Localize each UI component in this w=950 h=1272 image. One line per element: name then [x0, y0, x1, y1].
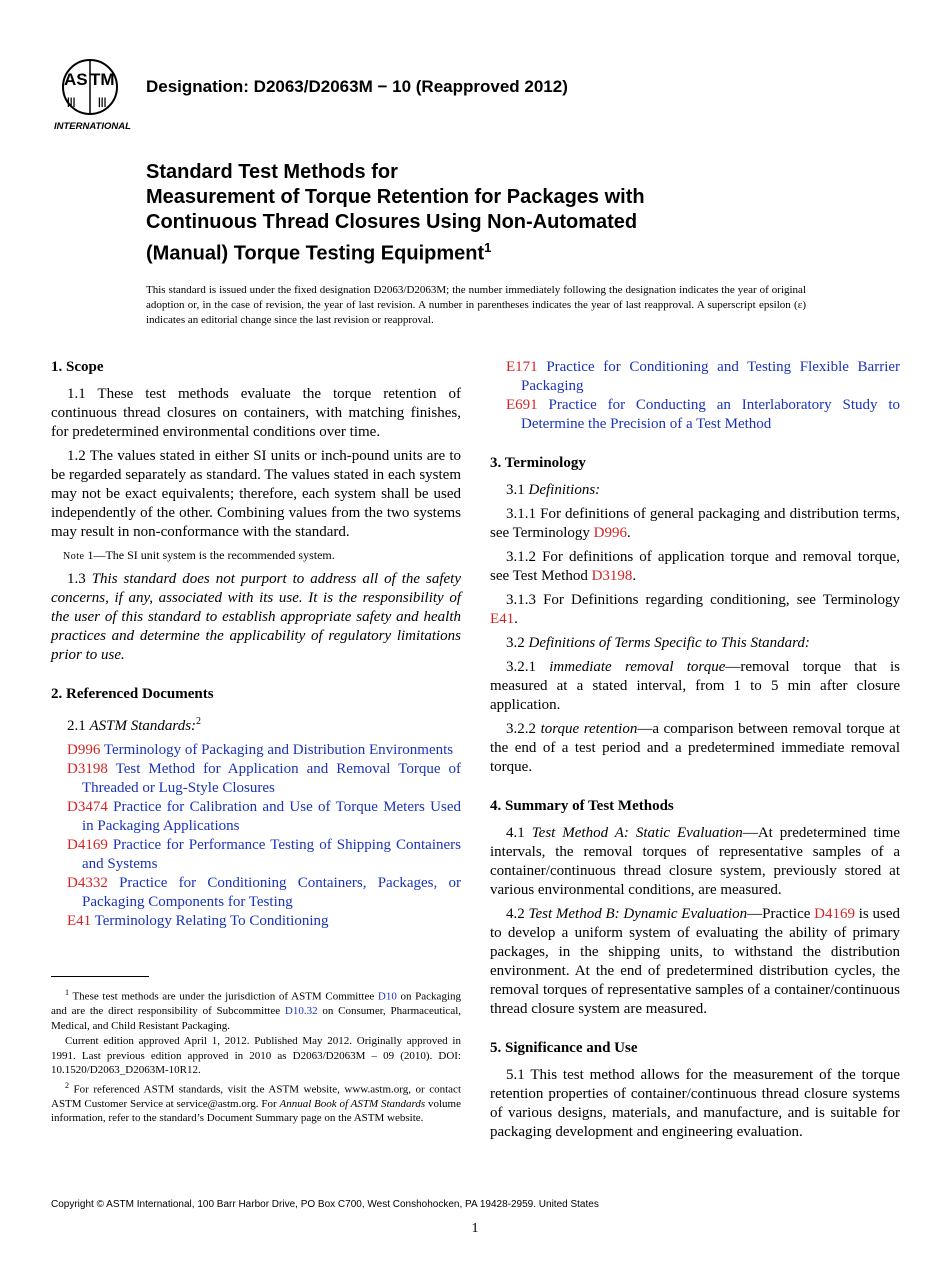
section-significance	[490, 1039, 900, 1142]
reference-item[interactable]: D4169 Practice for Performance Testing of Shipping Containers and Systems	[67, 837, 461, 872]
section-heading: 1. Scope	[51, 359, 104, 375]
left-column	[51, 358, 461, 951]
section-heading: 5. Significance and Use	[490, 1040, 638, 1056]
svg-text:AS: AS	[64, 70, 88, 89]
ref-link[interactable]: D3198	[591, 568, 633, 584]
footnote-divider	[51, 976, 149, 977]
ref-link[interactable]: D996	[593, 525, 627, 541]
paragraph: 1.1 These test methods evaluate the torque retention of continuous thread closures on containers, with matching finishes, for predetermined environmental conditions over time.	[51, 386, 461, 440]
footnote-mark: 1	[484, 240, 492, 255]
section-scope	[51, 358, 461, 665]
reference-item[interactable]: E691 Practice for Conducting an Interlaboratory Study to Determine the Precision of a Test Method	[506, 397, 900, 432]
intro-paragraph: This standard is issued under the fixed designation D2063/D2063M; the number immediately following the designation indicates the year of original adoption or, in the case of revision, the year of last revision. A number in parentheses indicates the year of last reapproval. A superscript epsilon (ε) indicates an editorial change since the last revision or reapproval.	[146, 284, 806, 326]
title-line: Continuous Thread Closures Using Non-Automated	[146, 211, 638, 233]
document-title	[146, 160, 846, 267]
paragraph: 4.1 Test Method A: Static Evaluation—At predetermined time intervals, the removal torques of representative samples of a container/continuous thread closure system, previously stored at various environmental conditions, are measured.	[490, 825, 900, 898]
paragraph: 3.2.1 immediate removal torque—removal torque that is measured at a stated interval, from 1 to 5 min after closure application.	[490, 659, 901, 713]
paragraph: 3.2 Definitions of Terms Specific to This Standard:	[506, 635, 810, 651]
astm-logo-icon	[52, 55, 136, 133]
section-referenced-documents	[51, 685, 461, 931]
footnote: $^1$ These test methods are under the jurisdiction of ASTM Committee D10 on Packaging and are the direct responsibility of Subcommittee D10.32 on Consumer, Pharmaceutical, Medical, and Child Resistant Packaging.	[51, 988, 462, 1032]
paragraph: 3.1.1 For definitions of general packaging and distribution terms, see Terminology D996.	[490, 506, 900, 541]
footnote: Current edition approved April 1, 2012. Published May 2012. Originally approved in 1991. Last previous edition approved in 2010 as D2063/D2063M – 09 (2010). DOI: 10.1520/D2063_D2063M-10R12.	[51, 1035, 461, 1077]
section-heading: 3. Terminology	[490, 455, 586, 471]
paragraph: 2.1 ASTM Standards:$^2$	[67, 716, 202, 734]
page-number: 1	[471, 1221, 479, 1236]
right-column	[490, 358, 900, 1162]
reference-item[interactable]: D4332 Practice for Conditioning Containers, Packages, or Packaging Components for Testing	[67, 875, 461, 910]
paragraph: 1.2 The values stated in either SI units or inch-pound units are to be regarded separately as standard. The values stated in each system may not be exact equivalents; therefore, each system shall be used independently of the other. Combining values from the two systems may result in non-conformance with the standard.	[51, 448, 461, 540]
section-heading: 4. Summary of Test Methods	[490, 798, 674, 814]
svg-text:|||: |||	[67, 97, 76, 108]
ref-link[interactable]: E41	[490, 611, 515, 627]
paragraph: 5.1 This test method allows for the measurement of the torque retention properties of container/continuous thread closure systems of various designs, materials, and manufacture, and is suitable for packaging development and engineering evaluation.	[490, 1067, 900, 1140]
title-line: Measurement of Torque Retention for Packages with	[146, 186, 645, 208]
ref-link[interactable]: D10	[377, 990, 397, 1003]
ref-link[interactable]: D10.32	[284, 1005, 318, 1018]
svg-text:|||: |||	[98, 97, 107, 108]
section-terminology	[490, 454, 900, 777]
footnotes	[51, 986, 461, 1127]
paragraph: 3.2.2 torque retention—a comparison between removal torque at the end of a test period and a predetermined immediate removal torque.	[490, 721, 901, 775]
title-line: (Manual) Torque Testing Equipment$^1$	[146, 240, 492, 265]
paragraph: 3.1.2 For definitions of application torque and removal torque, see Test Method D3198.	[490, 549, 900, 584]
copyright-line: Copyright © ASTM International, 100 Barr Harbor Drive, PO Box C700, West Conshohocken, PA 19428-2959. United States	[51, 1199, 599, 1210]
reference-item[interactable]: D3198 Test Method for Application and Removal Torque of Threaded or Lug-Style Closures	[67, 761, 461, 796]
reference-item[interactable]: E41 Terminology Relating To Conditioning	[67, 913, 329, 929]
svg-text:INTERNATIONAL: INTERNATIONAL	[54, 121, 131, 132]
ref-link[interactable]: D4169	[814, 906, 856, 922]
note: Note 1—The SI unit system is the recommended system.	[63, 548, 335, 562]
section-heading: 2. Referenced Documents	[51, 686, 214, 702]
reference-continuation	[490, 358, 900, 434]
paragraph: 1.3 This standard does not purport to address all of the safety concerns, if any, associated with its use. It is the responsibility of the user of this standard to establish appropriate safety and health practices and determine the applicability of regulatory limitations prior to use.	[51, 571, 462, 663]
designation: Designation: D2063/D2063M − 10 (Reapproved 2012)	[146, 77, 568, 96]
footnote: $^2$ For referenced ASTM standards, visit the ASTM website, www.astm.org, or contact ASTM Customer Service at service@astm.org. For Annual Book of ASTM Standards volume information, refer to the standard’s Document Summary page on the ASTM website.	[51, 1080, 461, 1125]
reference-item[interactable]: E171 Practice for Conditioning and Testing Flexible Barrier Packaging	[506, 359, 901, 394]
paragraph: 3.1.3 For Definitions regarding conditioning, see Terminology E41.	[490, 592, 900, 627]
reference-item[interactable]: D996 Terminology of Packaging and Distribution Environments	[67, 742, 454, 758]
svg-text:TM: TM	[90, 70, 115, 89]
reference-item[interactable]: D3474 Practice for Calibration and Use of Torque Meters Used in Packaging Applications	[67, 799, 461, 834]
paragraph: 3.1 Definitions:	[506, 482, 601, 498]
title-line: Standard Test Methods for	[146, 161, 398, 183]
section-summary	[490, 797, 900, 1019]
astm-logo	[52, 55, 136, 133]
paragraph: 4.2 Test Method B: Dynamic Evaluation—Practice D4169 is used to develop a uniform system of evaluating the ability of primary packages, in the shipping units, to withstand the distribution environment. At the end of predetermined distribution cycles, the removal torques of representative samples of a container/continuous thread closure system are measured.	[490, 906, 901, 1017]
